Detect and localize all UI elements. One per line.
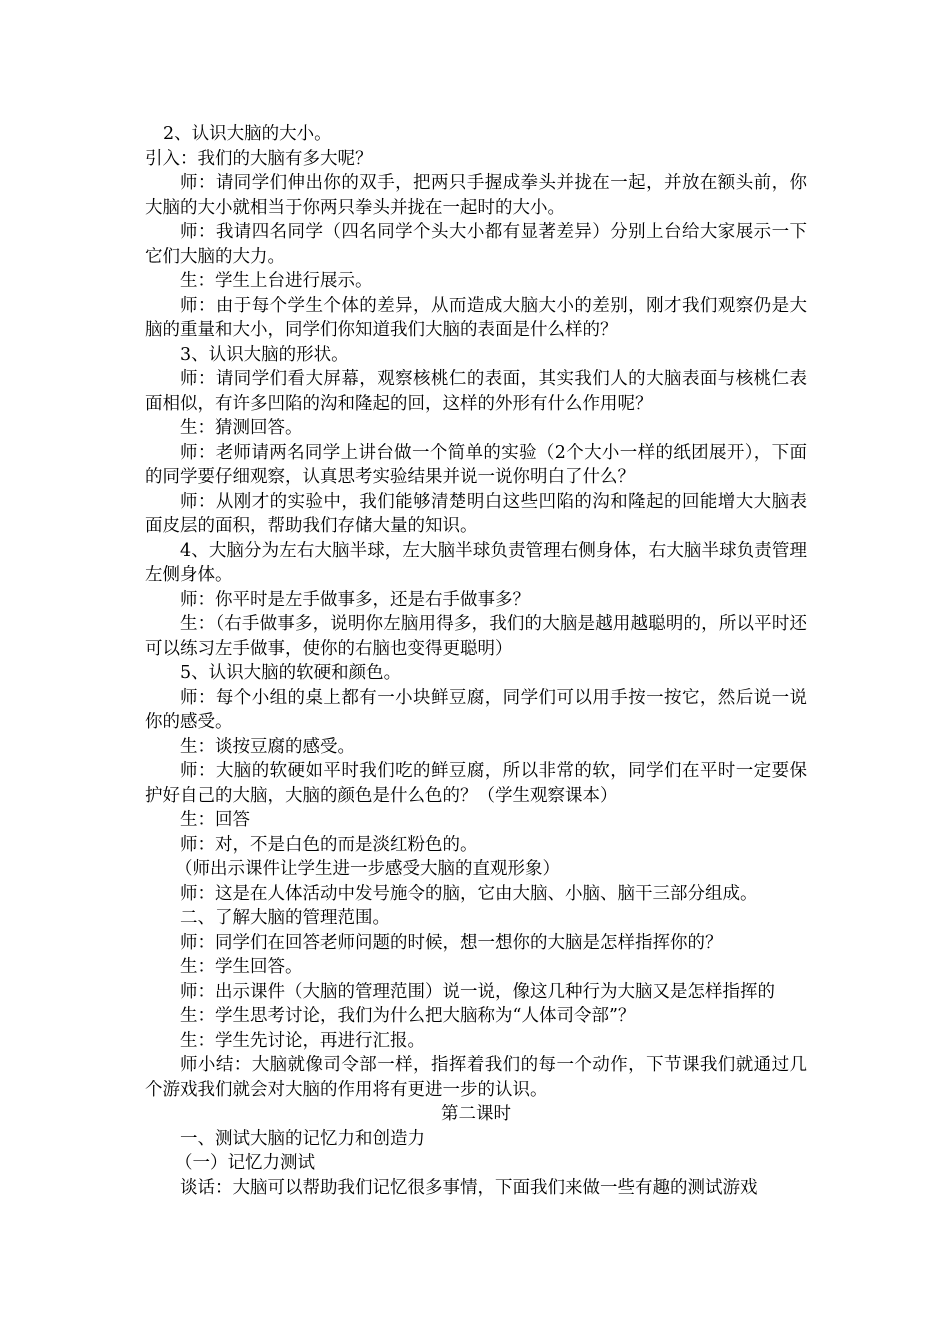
- paragraph: 师：同学们在回答老师问题的时候，想一想你的大脑是怎样指挥你的？: [180, 932, 723, 953]
- paragraph: 师：从刚才的实验中，我们能够清楚明白这些凹陷的沟和隆起的回能增大大脑表面皮层的面积，帮助我们存储大量的知识。: [145, 491, 807, 536]
- section-heading: 二、了解大脑的管理范围。: [180, 908, 390, 928]
- paragraph: 师：我请四名同学（四名同学个头大小都有显著差异）分别上台给大家展示一下它们大脑的大力。: [145, 222, 807, 267]
- paragraph: 生：学生回答。: [180, 957, 303, 977]
- section-heading: 一、测试大脑的记忆力和创造力: [180, 1128, 425, 1149]
- paragraph: 师：老师请两名同学上讲台做一个简单的实验（2个大小一样的纸团展开），下面的同学要仔细观察，认真思考实验结果并说一说你明白了什么？: [145, 442, 807, 487]
- paragraph: 2、认识大脑的大小。: [163, 124, 332, 144]
- paragraph: 生：学生先讨论，再进行汇报。: [180, 1030, 425, 1051]
- paragraph: 师：请同学们看大屏幕，观察核桃仁的表面，其实我们人的大脑表面与核桃仁表面相似，有许多凹陷的沟和隆起的回，这样的外形有什么作用呢？: [145, 369, 807, 414]
- paragraph: （师出示课件让学生进一步感受大脑的直观形象）: [175, 859, 560, 879]
- paragraph: 师：你平时是左手做事多，还是右手做事多？: [180, 589, 530, 610]
- paragraph: 师小结：大脑就像司令部一样，指挥着我们的每一个动作，下节课我们就通过几个游戏我们就会对大脑的作用将有更进一步的认识。: [145, 1055, 807, 1100]
- paragraph: 师：这是在人体活动中发号施令的脑，它由大脑、小脑、脑干三部分组成。: [180, 883, 758, 904]
- paragraph: 师：出示课件（大脑的管理范围）说一说，像这几种行为大脑又是怎样指挥的: [180, 981, 775, 1002]
- paragraph: 生：学生上台进行展示。: [180, 271, 373, 291]
- paragraph: 生：回答: [180, 810, 250, 830]
- section-heading: 5、认识大脑的软硬和颜色。: [180, 663, 402, 683]
- paragraph: 师：由于每个学生个体的差异，从而造成大脑大小的差别，刚才我们观察仍是大脑的重量和大小，同学们你知道我们大脑的表面是什么样的？: [145, 295, 807, 340]
- paragraph: 师：每个小组的桌上都有一小块鲜豆腐，同学们可以用手按一按它，然后说一说你的感受。: [145, 687, 807, 732]
- section-heading: 4、大脑分为左右大脑半球，左大脑半球负责管理右侧身体，右大脑半球负责管理左侧身体。: [145, 540, 807, 585]
- document-body: [145, 122, 807, 1200]
- paragraph: 生：猜测回答。: [180, 418, 303, 438]
- paragraph: 师：请同学们伸出你的双手，把两只手握成拳头并拢在一起，并放在额头前，你大脑的大小就相当于你两只拳头并拢在一起时的大小。: [145, 173, 807, 218]
- section-heading: 3、认识大脑的形状。: [180, 344, 349, 365]
- lesson-title: 第二课时: [441, 1104, 511, 1124]
- paragraph: 生：学生思考讨论，我们为什么把大脑称为“人体司令部”？: [180, 1006, 636, 1026]
- paragraph: 谈话：大脑可以帮助我们记忆很多事情，下面我们来做一些有趣的测试游戏: [180, 1177, 758, 1198]
- paragraph: 生：谈按豆腐的感受。: [180, 736, 355, 757]
- paragraph: 引入：我们的大脑有多大呢？: [145, 148, 373, 169]
- paragraph: 生：（右手做事多，说明你左脑用得多，我们的大脑是越用越聪明的，所以平时还可以练习左手做事，使你的右脑也变得更聪明）: [145, 614, 807, 659]
- subsection-heading: （一）记忆力测试: [175, 1153, 315, 1173]
- paragraph: 师：大脑的软硬如平时我们吃的鲜豆腐，所以非常的软，同学们在平时一定要保护好自己的大脑，大脑的颜色是什么色的？（学生观察课本）: [145, 761, 807, 806]
- paragraph: 师：对，不是白色的而是淡红粉色的。: [180, 834, 478, 855]
